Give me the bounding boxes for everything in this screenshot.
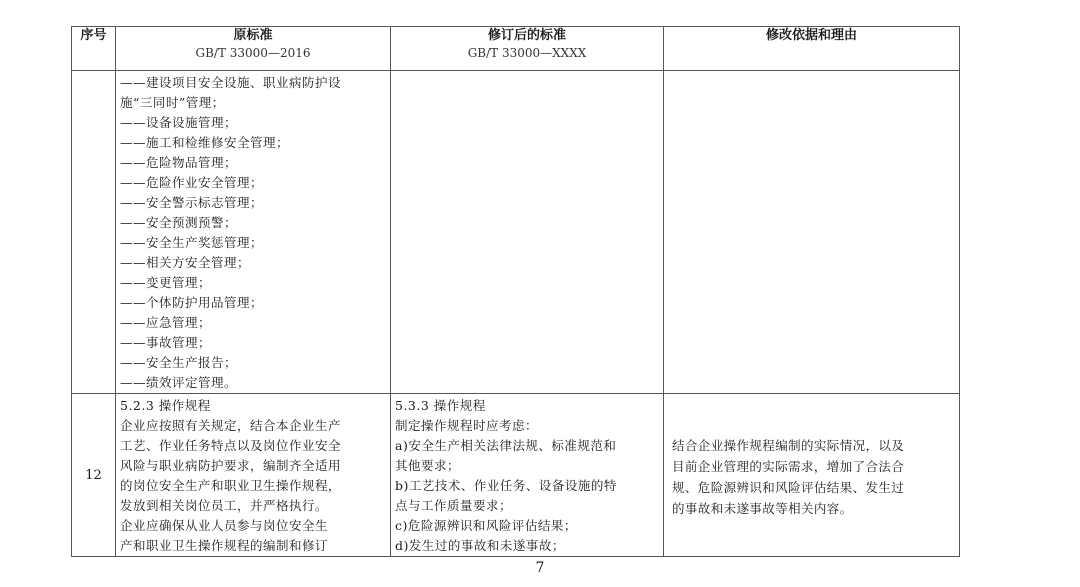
standard-comparison-table [71,26,960,557]
row1-original-cell [116,71,391,394]
text-line: 风险与职业病防护要求，编制齐全适用 [120,458,342,473]
header-seq: 序号 [72,27,116,71]
text-line: ——变更管理； [120,275,212,290]
text-line: b)工艺技术、作业任务、设备设施的特 [395,478,617,493]
text-line: ——事故管理； [120,335,212,350]
text-line: 发放到相关岗位员工，并严格执行。 [120,498,329,513]
row2-reason-lines [664,394,959,519]
row1-reason-lines [664,71,959,112]
row2-revised-lines [391,394,663,556]
row1-seq-cell [72,71,116,394]
header-reason: 修改依据和理由 [664,27,960,71]
text-line: 施“三同时”管理； [120,95,225,110]
text-line: 规、危险源辨识和风险评估结果、发生过 [672,480,905,495]
text-line: ——个体防护用品管理； [120,295,264,310]
page-number: 7 [535,560,545,576]
text-line: 目前企业管理的实际需求，增加了合法合 [672,459,905,474]
text-line: ——安全预测预警； [120,215,238,230]
text-line: 企业应确保从业人员参与岗位安全生 [120,518,329,533]
table-row [72,394,960,557]
table-row [72,71,960,394]
header-revised-code: GB/T 33000—XXXX [467,46,587,60]
row2-original-lines [116,394,390,556]
row1-revised-lines [391,71,663,73]
row1-original-lines [116,71,390,393]
text-line: 5.3.3 操作规程 [395,398,486,413]
text-line: ——建设项目安全设施、职业病防护设 [120,75,342,90]
text-line: 的岗位安全生产和职业卫生操作规程， [120,478,342,493]
row2-seq-cell: 12 [72,394,116,557]
text-line: 企业应按照有关规定，结合本企业生产 [120,418,342,433]
text-line: a)安全生产相关法律法规、标准规范和 [395,438,617,453]
text-line: ——安全警示标志管理； [120,195,264,210]
text-line: 点与工作质量要求； [395,498,513,513]
row2-original-cell [116,394,391,557]
text-line: ——安全生产报告； [120,355,238,370]
table-header-row [72,27,960,71]
text-line: 结合企业操作规程编制的实际情况，以及 [672,438,905,453]
text-line: 的事故和未遂事故等相关内容。 [672,501,853,516]
text-line: d)发生过的事故和未遂事故； [395,538,565,553]
text-line: ——相关方安全管理； [120,255,251,270]
text-line: 工艺、作业任务特点以及岗位作业安全 [120,438,342,453]
header-original-title: 原标准 [233,28,273,43]
text-line: ——绩效评定管理。 [120,375,238,390]
text-line: ——设备设施管理； [120,115,238,130]
header-original-code: GB/T 33000—2016 [195,46,311,60]
text-line: 其他要求； [395,458,461,473]
header-original-standard [116,27,391,71]
row1-revised-cell [391,71,664,394]
text-line: ——危险物品管理； [120,155,238,170]
text-line: ——安全生产奖惩管理； [120,235,264,250]
header-revised-title: 修订后的标准 [487,28,566,43]
text-line: 产和职业卫生操作规程的编制和修订 [120,538,329,553]
text-line: ——应急管理； [120,315,212,330]
text-line: ——危险作业安全管理； [120,175,264,190]
row2-reason-cell [664,394,960,557]
row2-revised-cell [391,394,664,557]
text-line: c)危险源辨识和风险评估结果； [395,518,577,533]
text-line: 制定操作规程时应考虑： [395,418,539,433]
text-line: ——施工和检维修安全管理； [120,135,290,150]
header-revised-standard [391,27,664,71]
text-line: 5.2.3 操作规程 [120,398,211,413]
row1-reason-cell [664,71,960,394]
